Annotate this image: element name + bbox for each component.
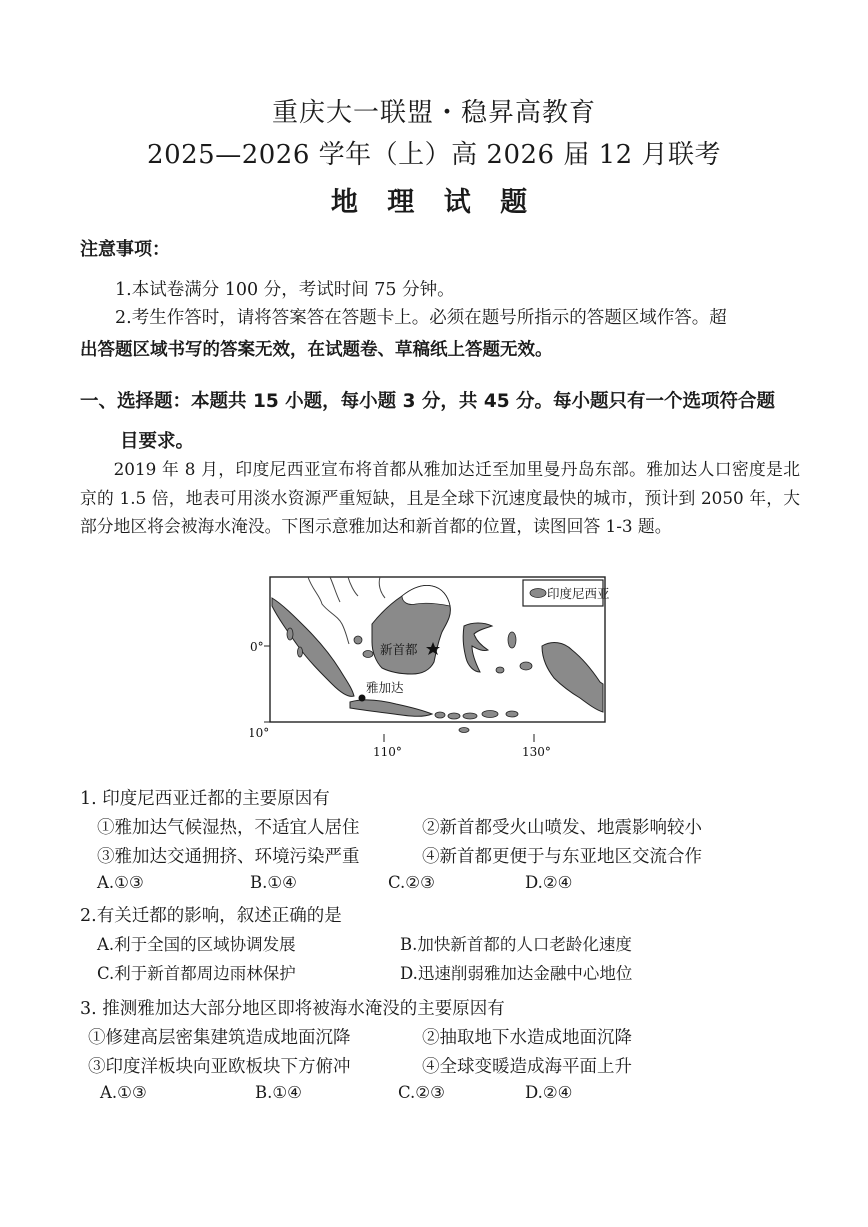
q1-option-d[interactable]: D.②④ [525, 873, 573, 892]
islet [482, 711, 498, 718]
q2-option-c[interactable]: C.利于新首都周边雨林保护 [97, 964, 296, 983]
jakarta-dot [359, 695, 366, 702]
java-island [350, 700, 432, 716]
islet [448, 713, 460, 719]
question-3-stem: 3. 推测雅加达大部分地区即将被海水淹没的主要原因有 [80, 999, 505, 1019]
indonesia-map [250, 574, 610, 768]
q3-item-2: ②抽取地下水造成地面沉降 [422, 1028, 632, 1048]
q3-item-3: ③印度洋板块向亚欧板块下方俯冲 [88, 1057, 351, 1077]
new-guinea-island [542, 643, 603, 712]
lat-label-10: 10° [250, 726, 270, 740]
q3-option-c[interactable]: C.②③ [398, 1083, 445, 1102]
islet [354, 636, 362, 644]
islet [508, 632, 516, 648]
notice-item-1: 1.本试卷满分 100 分，考试时间 75 分钟。 [115, 280, 455, 300]
islet [298, 647, 303, 657]
sumatra-island [272, 598, 354, 696]
q3-item-1: ①修建高层密集建筑造成地面沉降 [88, 1028, 351, 1048]
question-1-stem: 1. 印度尼西亚迁都的主要原因有 [80, 789, 330, 809]
sulawesi-island [463, 623, 492, 672]
exam-title: 2025—2026 学年（上）高 2026 届 12 月联考 [147, 140, 721, 170]
q1-item-3: ③雅加达交通拥挤、环境污染严重 [97, 847, 360, 867]
q1-item-1: ①雅加达气候湿热，不适宜人居住 [97, 818, 360, 838]
legend-swatch [530, 589, 546, 598]
notice-item-2-bold: 出答题区域书写的答案无效，在试题卷、草稿纸上答题无效。 [80, 340, 553, 360]
notice-heading: 注意事项： [80, 239, 170, 260]
q3-option-d[interactable]: D.②④ [525, 1083, 573, 1102]
lat-label-0: 0° [250, 640, 264, 654]
q3-option-b[interactable]: B.①④ [255, 1083, 302, 1102]
q1-option-a[interactable]: A.①③ [97, 873, 144, 892]
section-heading-cont: 目要求。 [120, 431, 195, 452]
islet [463, 713, 477, 719]
intro-passage: 2019 年 8 月，印度尼西亚宣布将首都从雅加达迁至加里曼丹岛东部。雅加达人口密度是北京的 1.5 倍，地表可用淡水资源严重短缺，且是全球下沉速度最快的城市，预计到 2050 年，大部分地区将会被海水淹没。下图示意雅加达和新首都的位置，读图回答 1-3 题。 [80, 459, 800, 536]
islet [520, 662, 532, 670]
islet [435, 712, 445, 718]
q2-option-d[interactable]: D.迅速削弱雅加达金融中心地位 [400, 964, 633, 983]
jakarta-label: 雅加达 [366, 680, 404, 695]
q1-option-c[interactable]: C.②③ [388, 873, 435, 892]
islet [287, 628, 293, 640]
lon-label-130: 130° [522, 745, 551, 759]
q1-item-4: ④新首都更便于与东亚地区交流合作 [422, 847, 702, 867]
north-borneo [402, 585, 450, 606]
q2-option-a[interactable]: A.利于全国的区域协调发展 [97, 935, 296, 954]
islet [363, 651, 373, 658]
q1-option-b[interactable]: B.①④ [250, 873, 297, 892]
question-2-stem: 2.有关迁都的影响，叙述正确的是 [80, 906, 342, 926]
islet [496, 667, 504, 673]
notice-item-2: 2.考生作答时，请将答案答在答题卡上。必须在题号所指示的答题区域作答。超 [115, 308, 727, 328]
section-heading: 一、选择题：本题共 15 小题，每小题 3 分，共 45 分。每小题只有一个选项符合题 [80, 391, 776, 412]
lon-label-110: 110° [373, 745, 402, 759]
q3-item-4: ④全球变暖造成海平面上升 [422, 1057, 632, 1077]
islet [506, 711, 518, 717]
q3-option-a[interactable]: A.①③ [100, 1083, 147, 1102]
subject-title: 地 理 试 题 [330, 187, 538, 218]
q2-option-b[interactable]: B.加快新首都的人口老龄化速度 [400, 935, 632, 954]
q1-item-2: ②新首都受火山喷发、地震影响较小 [422, 818, 702, 838]
new-capital-label: 新首都 [380, 642, 418, 657]
exam-organizer: 重庆大一联盟・稳昇高教育 [271, 98, 596, 128]
islet [459, 728, 469, 733]
legend-label: 印度尼西亚 [547, 586, 610, 601]
